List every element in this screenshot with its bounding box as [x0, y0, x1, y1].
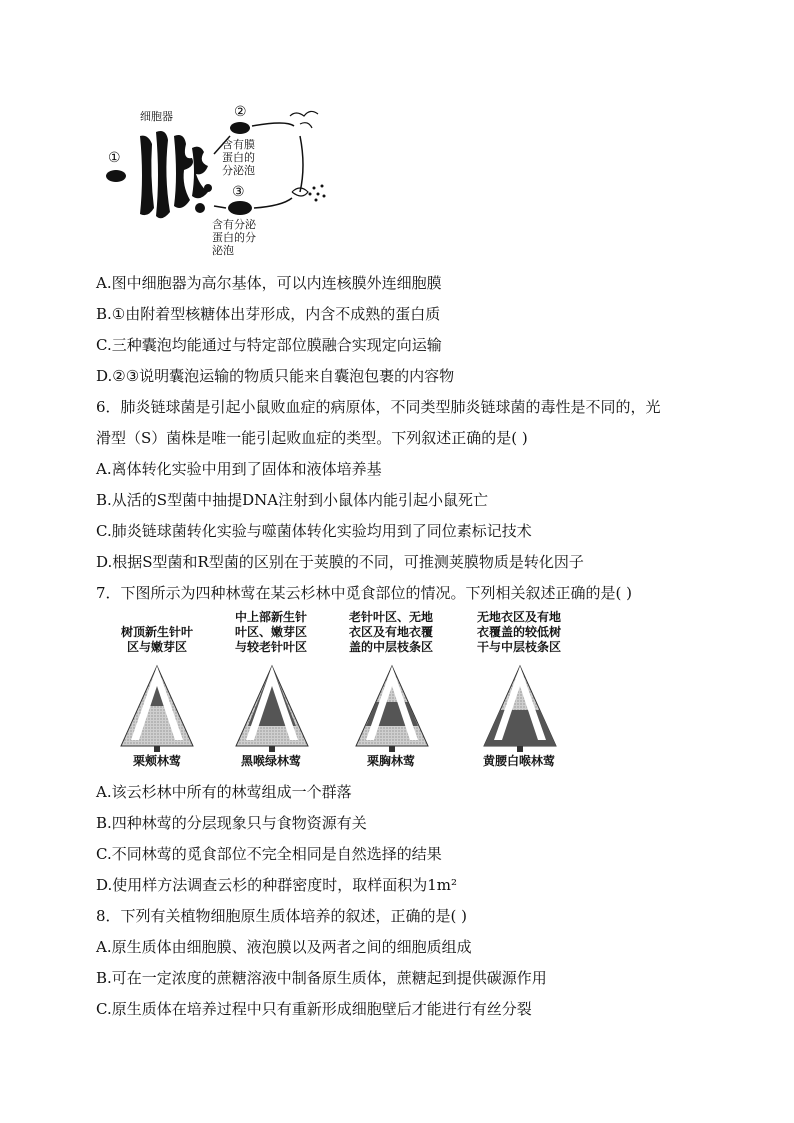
golgi-stack: [140, 131, 212, 218]
vesicle-3-desc: 含有分泌 蛋白的分 泌泡: [212, 218, 256, 257]
vesicle-2-label: ②: [234, 104, 247, 120]
tree3-header: 老针叶区、无地 衣区及有地衣覆 盖的中层枝条区: [348, 610, 433, 654]
q7-option-a: A.该云杉林中所有的林莺组成一个群落: [96, 783, 352, 801]
tree-4: [484, 666, 556, 752]
q5-option-b: B.①由附着型核糖体出芽形成，内含不成熟的蛋白质: [96, 305, 441, 323]
organelle-label: 细胞器: [140, 110, 173, 123]
warbler-trees-figure: [92, 610, 592, 775]
q6-stem-line1: 6．肺炎链球菌是引起小鼠败血症的病原体，不同类型肺炎链球菌的毒性是不同的，光: [96, 398, 661, 416]
q7-option-d: D.使用样方法调查云杉的种群密度时，取样面积为1m²: [96, 876, 458, 894]
tree4-name: 黄腰白喉林莺: [482, 754, 555, 768]
vesicle-3: [228, 201, 252, 215]
tree-3: [356, 666, 428, 752]
q6-option-c: C.肺炎链球菌转化实验与噬菌体转化实验均用到了同位素标记技术: [96, 522, 532, 540]
vesicle-1: [106, 170, 126, 182]
tree3-name: 栗胸林莺: [366, 754, 415, 768]
tree1-header: 树顶新生针叶 区与嫩芽区: [120, 625, 193, 654]
membrane-fusion: [290, 111, 318, 196]
q7-stem: 7．下图所示为四种林莺在某云杉林中觅食部位的情况。下列相关叙述正确的是( ): [96, 584, 633, 602]
secretion-dots: [309, 185, 326, 202]
q7-option-c: C.不同林莺的觅食部位不完全相同是自然选择的结果: [96, 845, 442, 863]
q8-option-b: B.可在一定浓度的蔗糖溶液中制备原生质体，蔗糖起到提供碳源作用: [96, 969, 547, 987]
q8-stem: 8．下列有关植物细胞原生质体培养的叙述，正确的是( ): [96, 907, 468, 925]
tree-2: [236, 666, 308, 752]
q5-option-d: D.②③说明囊泡运输的物质只能来自囊泡包裹的内容物: [96, 367, 455, 385]
q8-option-a: A.原生质体由细胞膜、液泡膜以及两者之间的细胞质组成: [96, 938, 472, 956]
vesicle-2-desc: 含有膜 蛋白的 分泌泡: [222, 138, 255, 177]
vesicle-2: [230, 122, 250, 134]
tree-1: [121, 666, 193, 752]
q5-option-c: C.三种囊泡均能通过与特定部位膜融合实现定向运输: [96, 336, 442, 354]
q6-option-b: B.从活的S型菌中抽提DNA注射到小鼠体内能引起小鼠死亡: [96, 491, 489, 509]
q6-option-d: D.根据S型菌和R型菌的区别在于荚膜的不同，可推测荚膜物质是转化因子: [96, 553, 584, 571]
q8-option-c: C.原生质体在培养过程中只有重新形成细胞壁后才能进行有丝分裂: [96, 1000, 532, 1018]
q6-stem-line2: 滑型（S）菌株是唯一能引起败血症的类型。下列叙述正确的是( ): [96, 429, 528, 447]
q7-option-b: B.四种林莺的分层现象只与食物资源有关: [96, 814, 367, 832]
vesicle-3-label: ③: [232, 184, 245, 200]
vesicle-1-label: ①: [108, 150, 121, 166]
trees-svg: [92, 610, 592, 775]
tree1-name: 栗颊林莺: [132, 754, 181, 768]
tree4-header: 无地衣区及有地 衣覆盖的较低树 干与中层枝条区: [476, 610, 561, 654]
tree2-header: 中上部新生针 叶区、嫩芽区 与较老针叶区: [234, 610, 307, 654]
golgi-vesicle-figure: [96, 96, 336, 266]
tree2-name: 黑喉绿林莺: [240, 754, 301, 768]
q5-option-a: A.图中细胞器为高尔基体，可以内连核膜外连细胞膜: [96, 274, 442, 292]
q6-option-a: A.离体转化实验中用到了固体和液体培养基: [96, 460, 382, 478]
